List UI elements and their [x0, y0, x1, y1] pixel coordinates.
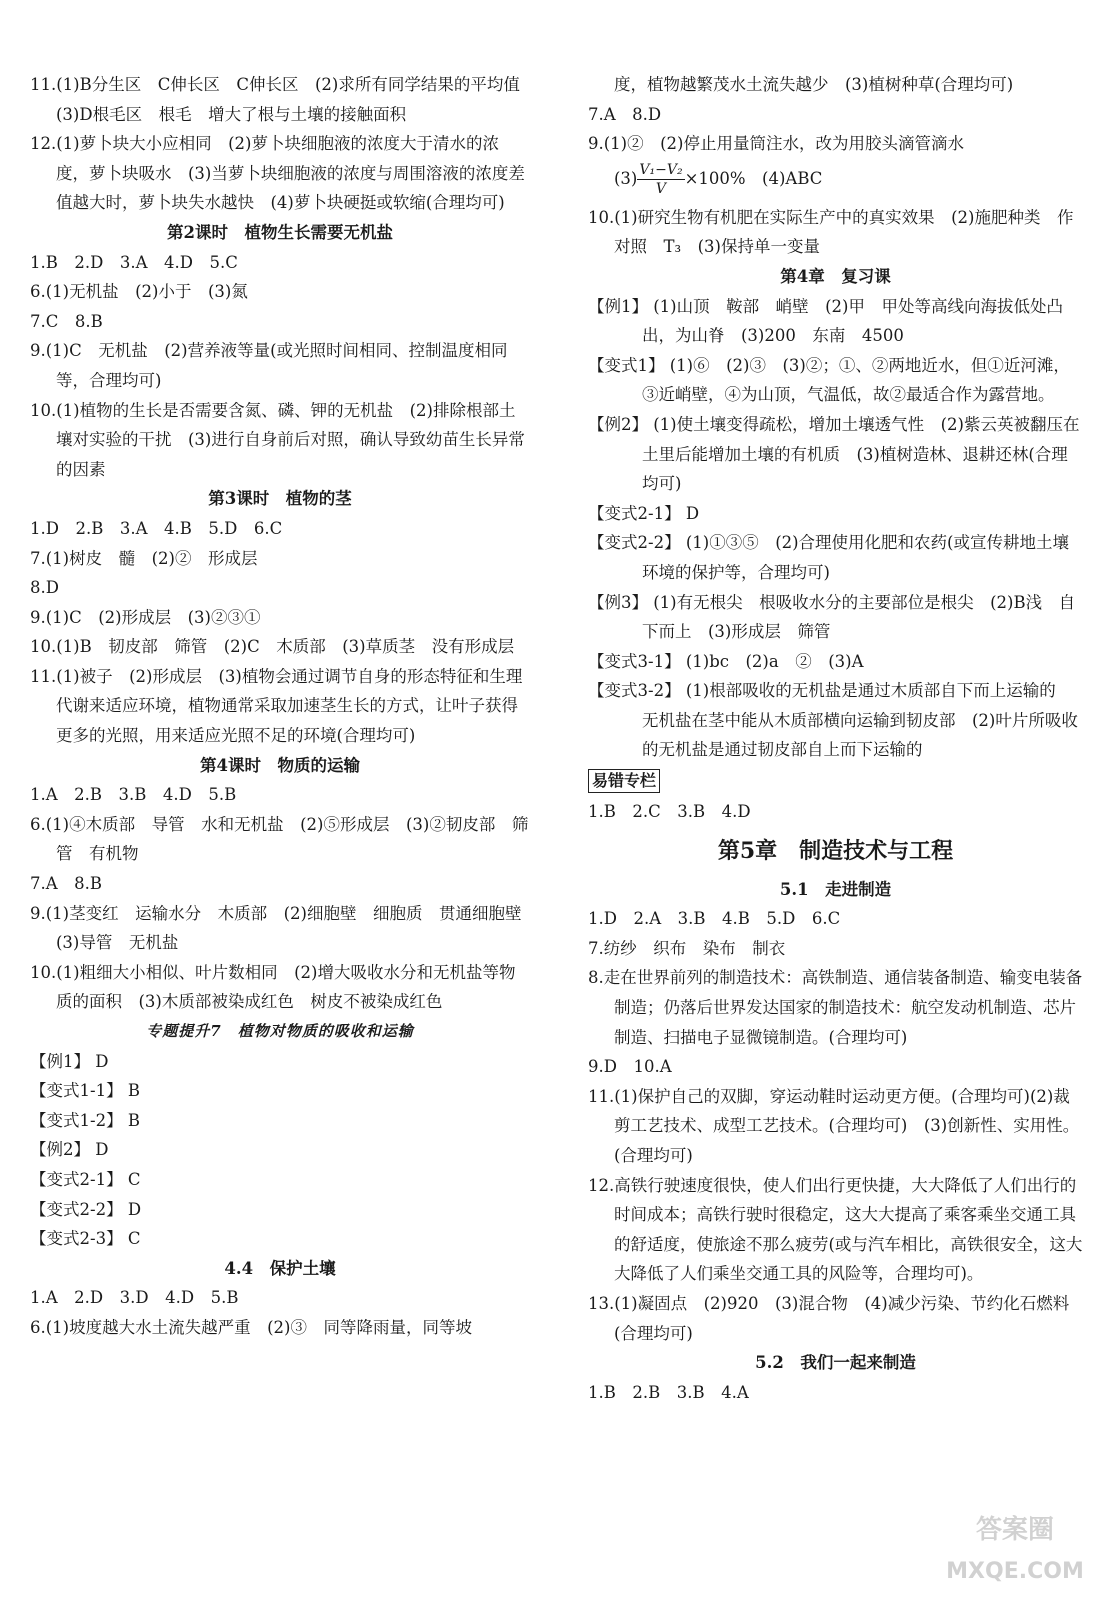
answer-item: 11.(1)被子 (2)形成层 (3)植物会通过调节自身的形态特征和生理代谢来适应环境，植物通常采取加速茎生长的方式，让叶子获得更多的光照，用来适应光照不足的环境(合理均可)	[30, 666, 523, 746]
answer-item: 11.(1)B分生区 C伸长区 C伸长区 (2)求所有同学结果的平均值 (3)D根毛区 根毛 增大了根与土壤的接触面积	[30, 75, 537, 124]
answer-item: 12.高铁行驶速度很快，使人们出行更快捷，大大降低了人们出行的时间成本；高铁行驶时很稳定，这大大提高了乘客乘坐交通工具的舒适度，使旅途不那么疲劳(或与汽车相比，高铁很安全，这大大降低了人们乘坐交通工具的风险等，合理均可)。	[588, 1175, 1083, 1284]
answer-line: 7.A 8.B	[30, 874, 103, 894]
topic-heading: 专题提升7 植物对物质的吸收和运输	[146, 1022, 414, 1040]
answer-line: 【变式2-2】 D	[30, 1199, 142, 1219]
answer-line: 8.D	[30, 578, 59, 598]
right-column	[588, 70, 1083, 1407]
section-heading: 4.4 保护土壤	[224, 1258, 336, 1278]
formula-suffix: ×100% (4)ABC	[684, 168, 823, 188]
section-badge: 易错专栏	[588, 769, 660, 793]
answer-line: 9.D 10.A	[588, 1057, 672, 1077]
section-heading: 第4章 复习课	[780, 266, 891, 286]
answer-item: 9.(1)茎变红 运输水分 木质部 (2)细胞壁 细胞质 贯通细胞壁 (3)导管 无机盐	[30, 903, 538, 953]
answer-line: 7.A 8.D	[588, 104, 662, 124]
answer-item: 8.走在世界前列的制造技术：高铁制造、通信装备制造、输变电装备制造；仍落后世界发达国家的制造技术：航空发动机制造、芯片制造、扫描电子显微镜制造。(合理均可)	[588, 968, 1083, 1047]
answer-item: 13.(1)凝固点 (2)920 (3)混合物 (4)减少污染、节约化石燃料(合理均可)	[588, 1293, 1070, 1343]
section-heading: 第2课时 植物生长需要无机盐	[167, 222, 393, 242]
answer-line: 6.(1)无机盐 (2)小于 (3)氮	[30, 282, 248, 302]
fraction	[637, 161, 684, 198]
answer-item: 9.(1)C 无机盐 (2)营养液等量(或光照时间相同、控制温度相同等，合理均可)	[30, 341, 508, 390]
answer-line: 【变式2-1】 D	[588, 503, 700, 523]
example-answer: 【变式2-2】 (1)①③⑤ (2)合理使用化肥和农药(或宣传耕地土壤环境的保护等，合理均可)	[588, 533, 1069, 582]
answer-item: 10.(1)粗细大小相似、叶片数相同 (2)增大吸收水分和无机盐等物质的面积 (3)木质部被染成红色 树皮不被染成红色	[30, 962, 516, 1012]
formula-line	[588, 159, 1083, 203]
answer-line: 【变式3-1】 (1)bc (2)a ② (3)A	[588, 651, 864, 671]
answer-line: 1.B 2.D 3.A 4.D 5.C	[30, 252, 238, 272]
left-column	[30, 70, 538, 1343]
answer-line: 1.D 2.B 3.A 4.B 5.D 6.C	[30, 518, 283, 538]
example-answer: 【例3】 (1)有无根尖 根吸收水分的主要部位是根尖 (2)B浅 自下而上 (3)形成层 筛管	[588, 592, 1076, 642]
example-answer: 【变式3-2】 (1)根部吸收的无机盐是通过木质部自下而上运输的 无机盐在茎中能从木质部横向运输到韧皮部 (2)叶片所吸收的无机盐是通过韧皮部自上而下运输的	[588, 681, 1078, 760]
boxed-label-row	[588, 765, 1083, 797]
answer-line: 6.(1)坡度越大水土流失越严重 (2)③ 同等降雨量，同等坡	[30, 1317, 472, 1337]
formula-prefix: (3)	[614, 168, 638, 188]
example-answer: 【例2】 (1)使土壤变得疏松，增加土壤透气性 (2)紫云英被翻压在土里后能增加土壤的有机质 (3)植树造林、退耕还林(合理均可)	[588, 414, 1080, 494]
answer-item: 12.(1)萝卜块大小应相同 (2)萝卜块细胞液的浓度大于清水的浓度，萝卜块吸水 (3)当萝卜块细胞液的浓度与周围溶液的浓度差值越大时，萝卜块失水越快 (4)萝卜块硬挺或软缩(合理均可)	[30, 134, 525, 213]
answer-line: 【变式2-3】 C	[30, 1229, 141, 1249]
answer-line: 【例1】 D	[30, 1051, 109, 1071]
section-heading: 5.1 走进制造	[779, 879, 892, 899]
watermark-sub: MXQE.COM	[946, 1559, 1084, 1584]
answer-line: 7.C 8.B	[30, 311, 103, 331]
answer-line: 【例2】 D	[30, 1140, 109, 1160]
answer-item: 6.(1)④木质部 导管 水和无机盐 (2)⑤形成层 (3)②韧皮部 筛管 有机物	[30, 814, 529, 864]
answer-line: 1.D 2.A 3.B 4.B 5.D 6.C	[588, 909, 841, 929]
answer-item: 10.(1)B 韧皮部 筛管 (2)C 木质部 (3)草质茎 没有形成层	[30, 637, 515, 657]
section-heading: 5.2 我们一起来制造	[755, 1353, 916, 1373]
answer-line: 1.A 2.B 3.B 4.D 5.B	[30, 785, 237, 805]
watermark-logo	[927, 1504, 1103, 1594]
answer-line: 【变式2-1】 C	[30, 1169, 141, 1189]
chapter-title: 第5章 制造技术与工程	[717, 837, 954, 864]
fraction-denominator: V	[655, 180, 667, 197]
example-answer: 【变式1】 (1)⑥ (2)③ (3)②；①、②两地近水，但①近河滩，③近峭壁，④为山顶，气温低，故②最适合作为露营地。	[588, 355, 1070, 405]
answer-continuation: 度，植物越繁茂水土流失越少 (3)植树种草(合理均可)	[614, 75, 1014, 94]
answer-line: 1.B 2.B 3.B 4.A	[588, 1382, 749, 1402]
answer-item: 11.(1)保护自己的双脚，穿运动鞋时运动更方便。(合理均可)(2)裁剪工艺技术、成型工艺技术。(合理均可) (3)创新性、实用性。(合理均可)	[588, 1086, 1080, 1165]
answer-line: 1.A 2.D 3.D 4.D 5.B	[30, 1288, 239, 1308]
watermark-main: 答案圈	[975, 1515, 1055, 1545]
section-heading: 第3课时 植物的茎	[208, 489, 352, 509]
answer-line: 9.(1)② (2)停止用量筒注水，改为用胶头滴管滴水	[588, 134, 964, 154]
answer-item: 10.(1)研究生物有机肥在实际生产中的真实效果 (2)施肥种类 作对照 T₃ (3)保持单一变量	[588, 207, 1074, 257]
section-heading: 第4课时 物质的运输	[200, 755, 360, 775]
answer-line: 【变式1-2】 B	[30, 1110, 140, 1130]
answer-line: 9.(1)C (2)形成层 (3)②③①	[30, 607, 261, 627]
answer-line: 7.纺纱 织布 染布 制衣	[588, 938, 786, 958]
answer-line: 1.B 2.C 3.B 4.D	[588, 802, 751, 822]
fraction-numerator: V₁−V₂	[639, 161, 683, 178]
answer-item: 10.(1)植物的生长是否需要含氮、磷、钾的无机盐 (2)排除根部土壤对实验的干扰 (3)进行自身前后对照，确认导致幼苗生长异常的因素	[30, 400, 525, 479]
answer-line: 7.(1)树皮 髓 (2)② 形成层	[30, 548, 258, 568]
example-answer: 【例1】 (1)山顶 鞍部 峭壁 (2)甲 甲处等高线向海拔低处凸出，为山脊 (3)200 东南 4500	[588, 296, 1063, 346]
answer-line: 【变式1-1】 B	[30, 1081, 140, 1101]
